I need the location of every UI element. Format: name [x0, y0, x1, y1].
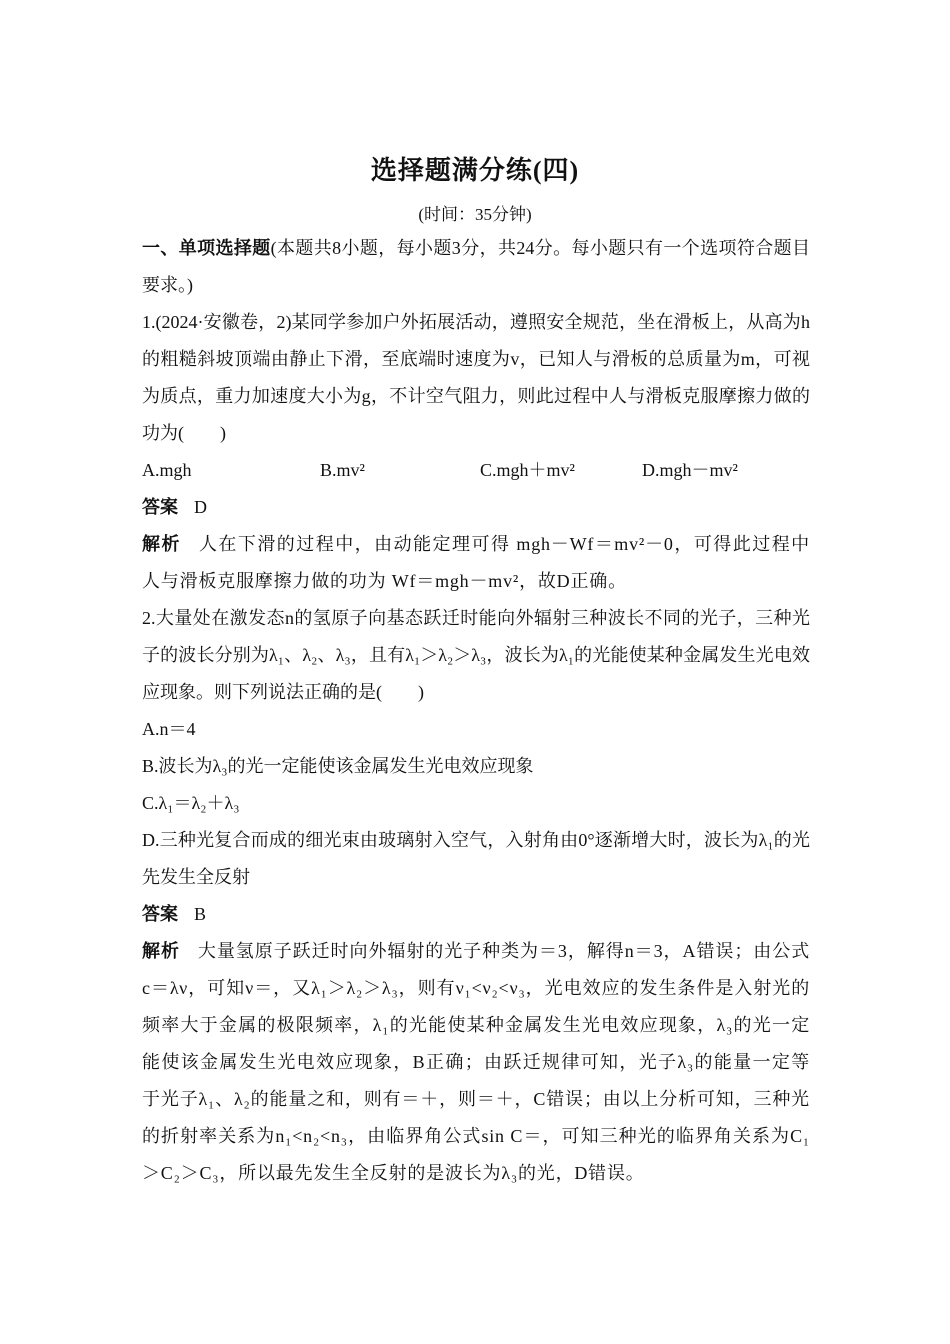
section-header: [142, 230, 810, 304]
q2-option-c: C.λ₁＝λ₂＋λ₃: [142, 793, 240, 813]
q1-option-b: B.mv²: [320, 460, 365, 480]
section-instruction: (本题共8小题，每小题3分，共24分。每小题只有一个选项符合题目要求。): [142, 238, 810, 295]
q1-options: [142, 452, 810, 489]
q1-explanation-label: 解析: [142, 534, 181, 554]
time-limit: (时间：35分钟): [418, 205, 532, 224]
q2-option-d: D.三种光复合而成的细光束由玻璃射入空气，入射角由0°逐渐增大时，波长为λ₁的光先发生全反射: [142, 830, 810, 887]
q2-answer-value: B: [194, 904, 207, 924]
q1-explanation-text: 人在下滑的过程中，由动能定理可得 mgh－Wf＝mv²－0，可得此过程中人与滑板克服摩擦力做的功为 Wf＝mgh－mv²，故D正确。: [142, 534, 810, 591]
q1-option-a: A.mgh: [142, 460, 192, 480]
q2-option-b: B.波长为λ₃的光一定能使该金属发生光电效应现象: [142, 756, 534, 776]
q1-stem: 1.(2024·安徽卷，2)某同学参加户外拓展活动，遵照安全规范，坐在滑板上，从高为h的粗糙斜坡顶端由静止下滑，至底端时速度为v，已知人与滑板的总质量为m，可视为质点，重力加速度大小为g，不计空气阻力，则此过程中人与滑板克服摩擦力做的功为( ): [142, 312, 810, 443]
q2-answer-label: 答案: [142, 904, 178, 924]
q2-stem: 2.大量处在激发态n的氢原子向基态跃迁时能向外辐射三种波长不同的光子，三种光子的波长分别为λ₁、λ₂、λ₃，且有λ₁＞λ₂＞λ₃，波长为λ₁的光能使某种金属发生光电效应现象。则下列说法正确的是( ): [142, 608, 810, 702]
q1-answer: [142, 489, 810, 526]
q1-option-c: C.mgh＋mv²: [480, 460, 575, 480]
q1-explanation: [142, 526, 810, 600]
content: [142, 230, 810, 1192]
q2-explanation-text: 大量氢原子跃迁时向外辐射的光子种类为＝3，解得n＝3，A错误；由公式c＝λν，可知ν＝，又λ₁＞λ₂＞λ₃，则有ν₁<ν₂<ν₃，光电效应的发生条件是入射光的频率大于金属的极限频率，λ₁的光能使某种金属发生光电效应现象，λ₃的光一定能使该金属发生光电效应现象，B正确；由跃迁规律可知，光子λ₃的能量一定等于光子λ₁、λ₂的能量之和，则有＝＋，则＝＋，C错误；由以上分析可知，三种光的折射率关系为n₁<n₂<n₃，由临界角公式sin C＝，可知三种光的临界角关系为C₁＞C₂＞C₃，所以最先发生全反射的是波长为λ₃的光，D错误。: [142, 941, 810, 1183]
q2-explanation: [142, 933, 810, 1192]
q2-option-a: A.n＝4: [142, 719, 196, 739]
q1-answer-label: 答案: [142, 497, 178, 517]
q2-answer: [142, 896, 810, 933]
q1-answer-value: D: [194, 497, 207, 517]
section-heading: 一、单项选择题: [142, 238, 271, 258]
q2-explanation-label: 解析: [142, 941, 180, 961]
page-title: 选择题满分练(四): [370, 156, 580, 185]
q1-option-d: D.mgh－mv²: [642, 460, 738, 480]
